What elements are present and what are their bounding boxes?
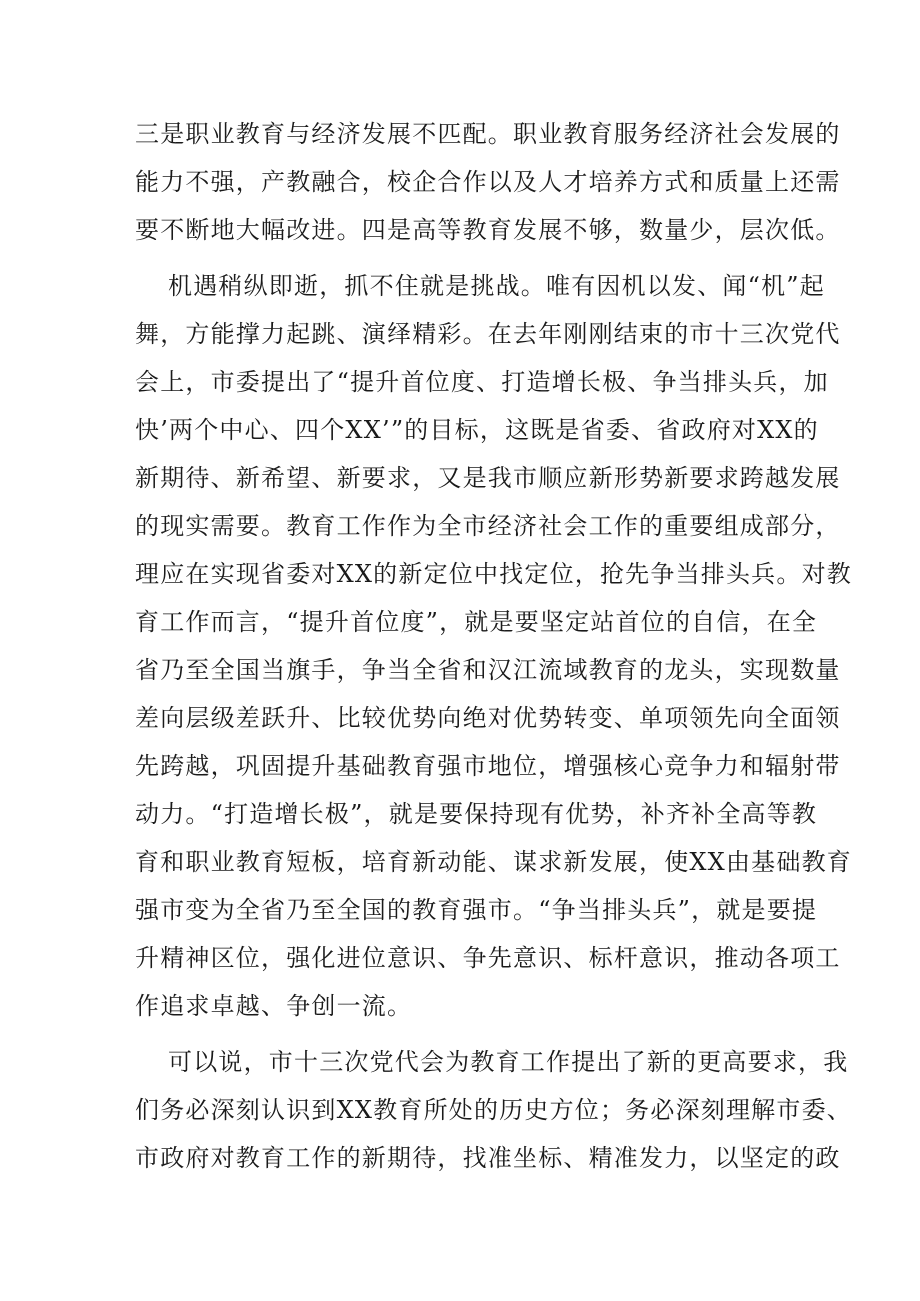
text-line: 舞，方能撑力起跳、演绎精彩。在去年刚刚结束的市十三次党代: [135, 320, 841, 348]
text-line: 动力。“打造增长极”，就是要保持现有优势，补齐补全高等教: [135, 800, 818, 828]
text-line: 差向层级差跃升、比较优势向绝对优势转变、单项领先向全面领: [135, 704, 841, 732]
text-line: 作追求卓越、争创一流。: [135, 992, 413, 1020]
text-line: 三是职业教育与经济发展不匹配。职业教育服务经济社会发展的: [135, 120, 841, 148]
text-line: 的现实需要。教育工作作为全市经济社会工作的重要组成部分，: [135, 512, 841, 540]
text-line: 先跨越，巩固提升基础教育强市地位，增强核心竞争力和辐射带: [135, 752, 841, 780]
text-line: 理应在实现省委对XX的新定位中找定位，抢先争当排头兵。对教: [135, 560, 852, 588]
text-line: 会上，市委提出了“提升首位度、打造增长极、争当排头兵，加: [135, 368, 829, 396]
text-line: 育和职业教育短板，培育新动能、谋求新发展，使XX由基础教育: [135, 848, 852, 876]
text-line: 新期待、新希望、新要求，又是我市顺应新形势新要求跨越发展: [135, 464, 841, 492]
text-line: 快’两个中心、四个XX’”的目标，这既是省委、省政府对XX的: [135, 416, 819, 444]
paragraph-start-line: 可以说，市十三次党代会为教育工作提出了新的更高要求，我: [168, 1048, 849, 1076]
text-line: 市政府对教育工作的新期待，找准坐标、精准发力，以坚定的政: [135, 1144, 841, 1172]
text-line: 强市变为全省乃至全国的教育强市。“争当排头兵”，就是要提: [135, 896, 818, 924]
text-line: 育工作而言，“提升首位度”，就是要坚定站首位的自信，在全: [135, 608, 818, 636]
text-line: 能力不强，产教融合，校企合作以及人才培养方式和质量上还需: [135, 168, 841, 196]
text-line: 升精神区位，强化进位意识、争先意识、标杆意识，推动各项工: [135, 944, 841, 972]
text-line: 省乃至全国当旗手，争当全省和汉江流域教育的龙头，实现数量: [135, 656, 841, 684]
text-line: 要不断地大幅改进。四是高等教育发展不够，数量少，层次低。: [135, 216, 841, 244]
text-line: 们务必深刻认识到XX教育所处的历史方位；务必深刻理解市委、: [135, 1096, 852, 1124]
paragraph-start-line: 机遇稍纵即逝，抓不住就是挑战。唯有因机以发、闻“机”起: [168, 272, 825, 300]
